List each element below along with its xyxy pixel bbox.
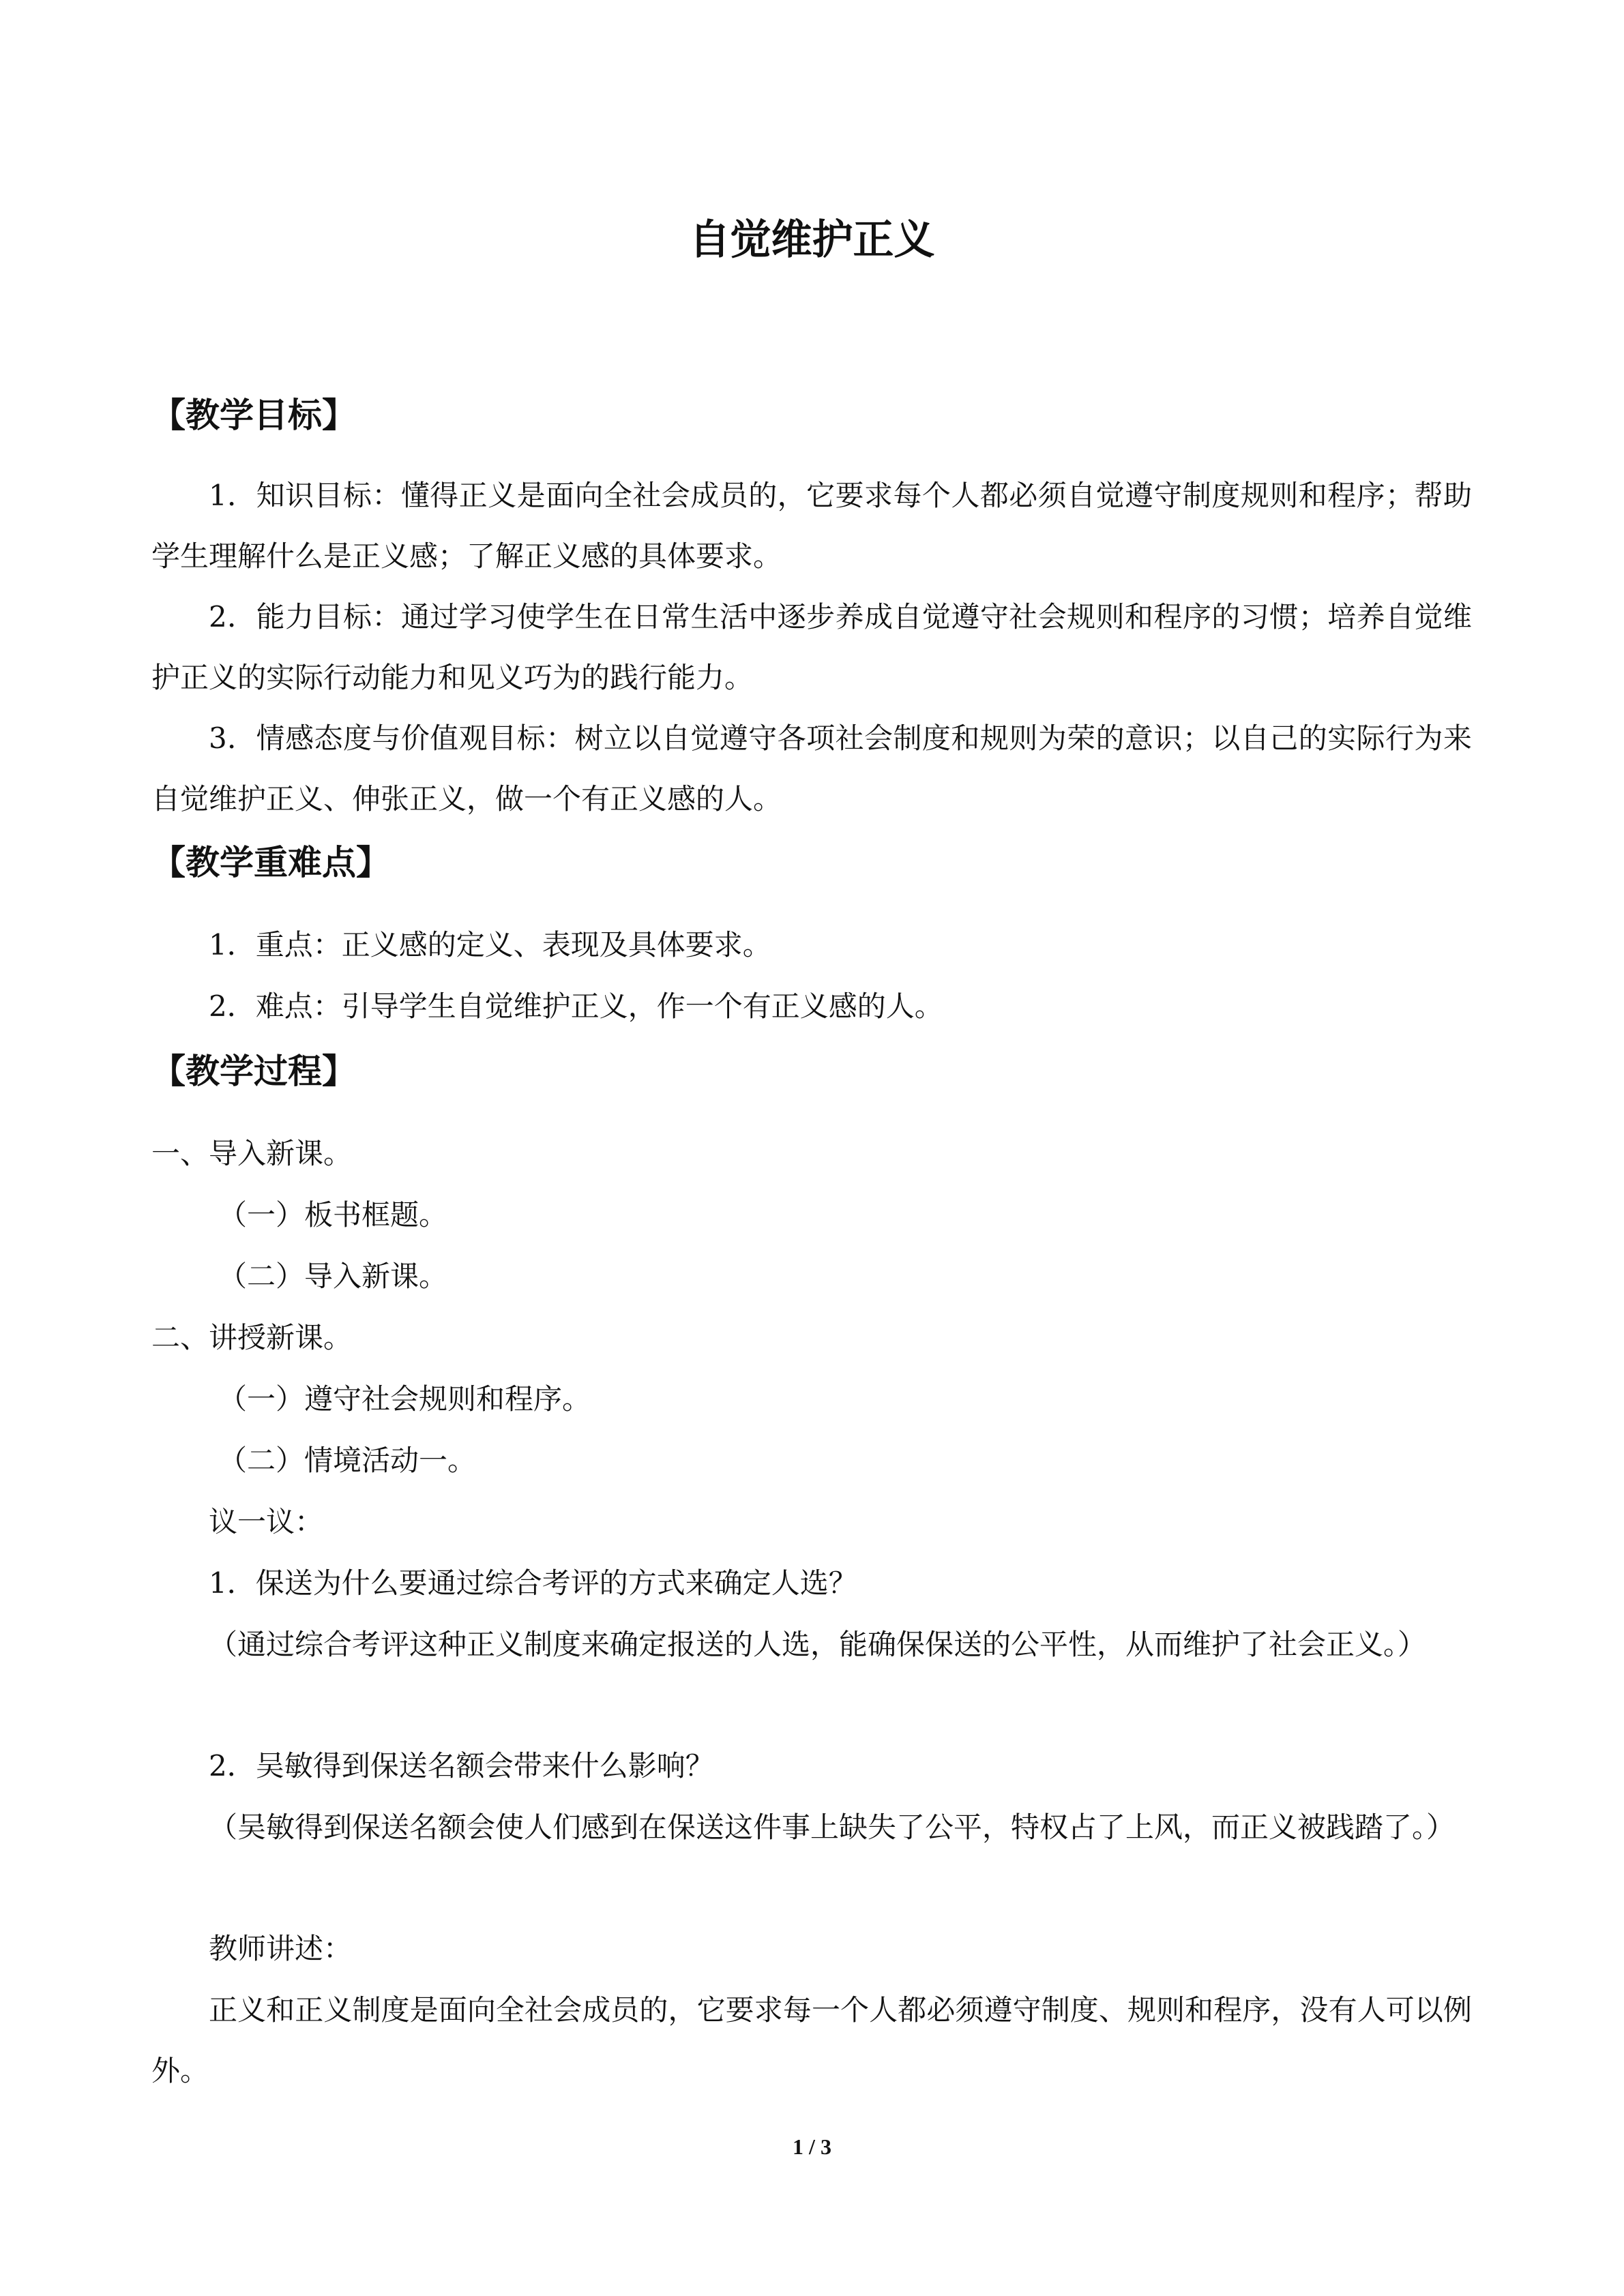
process-part-2-b: （二）情境活动一。 [218,1444,477,1477]
process-part-1-b: （二）导入新课。 [218,1259,448,1293]
process-part-1-a: （一）板书框题。 [218,1198,448,1232]
document-title: 自觉维护正义 [689,216,935,264]
answer-2: （吴敏得到保送名额会使人们感到在保送这件事上缺失了公平，特权占了上风，而正义被践踏了。） [209,1810,1456,1844]
teacher-text: 正义和正义制度是面向全社会成员的，它要求每一个人都必须遵守制度、规则和程序，没有人可以例外。 [151,1993,1472,2087]
teacher-label: 教师讲述： [209,1932,353,1965]
section-heading-process: 【教学过程】 [151,1052,356,1091]
key-point-difficulty: 2．难点：引导学生自觉维护正义，作一个有正义感的人。 [209,989,943,1023]
section-heading-objectives: 【教学目标】 [151,396,356,435]
question-1: 1．保送为什么要通过综合考评的方式来确定人选？ [209,1566,857,1600]
objective-ability: 2．能力目标：通过学习使学生在日常生活中逐步养成自觉遵守社会规则和程序的习惯；培养自觉维护正义的实际行动能力和见义巧为的践行能力。 [151,600,1472,694]
objective-knowledge: 1．知识目标：懂得正义是面向全社会成员的，它要求每个人都必须自觉遵守制度规则和程序；帮助学生理解什么是正义感；了解正义感的具体要求。 [151,479,1472,573]
process-part-2: 二、讲授新课。 [151,1321,353,1354]
discuss-label: 议一议： [209,1505,324,1538]
page-number: 1 / 3 [793,2134,831,2159]
answer-1: （通过综合考评这种正义制度来确定报送的人选，能确保保送的公平性，从而维护了社会正义。） [209,1628,1427,1661]
section-heading-key-points: 【教学重难点】 [151,843,390,882]
process-part-1: 一、导入新课。 [151,1137,353,1170]
key-point-focus: 1．重点：正义感的定义、表现及具体要求。 [209,928,771,961]
objective-attitude: 3．情感态度与价值观目标：树立以自觉遵守各项社会制度和规则为荣的意识；以自己的实际行为来自觉维护正义、伸张正义，做一个有正义感的人。 [151,721,1472,816]
process-part-2-a: （一）遵守社会规则和程序。 [218,1382,591,1416]
question-2: 2．吴敏得到保送名额会带来什么影响？ [209,1749,714,1783]
